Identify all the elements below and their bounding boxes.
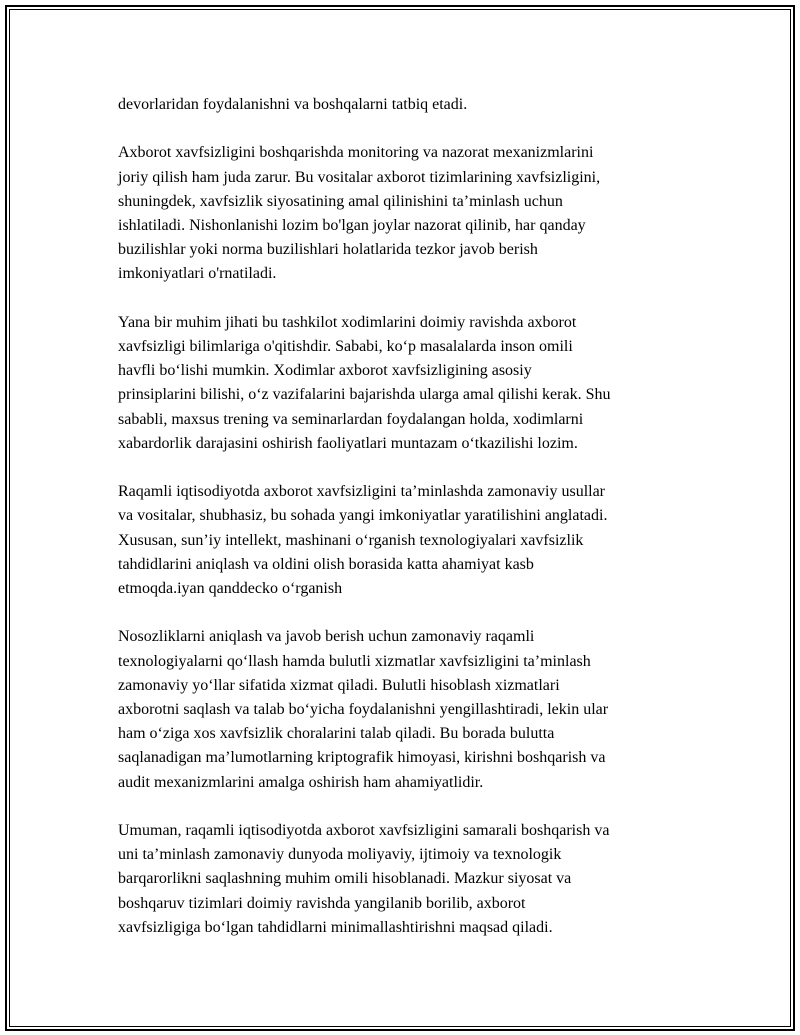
paragraph-line: Umuman, raqamli iqtisodiyotda axborot xavfsizligini samarali boshqarish va [118, 822, 610, 840]
paragraph-line: audit mexanizmlarini amalga oshirish ham ahamiyatlidir. [118, 773, 484, 791]
paragraph-line: ham oʻziga xos xavfsizlik choralarini talab qiladi. Bu borada bulutta [118, 725, 555, 743]
paragraph-line: saqlanadigan ma’lumotlarning kriptografik himoyasi, kirishni boshqarish va [118, 749, 606, 767]
paragraph-line: barqarorlikni saqlashning muhim omili hisoblanadi. Mazkur siyosat va [118, 870, 572, 888]
paragraph-line: tahdidlarini aniqlash va oldini olish borasida katta ahamiyat kasb [118, 555, 534, 573]
paragraph-line: Nosozliklarni aniqlash va javob berish uchun zamonaviy raqamli [118, 628, 535, 646]
paragraph-line: prinsiplarini bilishi, oʻz vazifalarini bajarishda ularga amal qilishi kerak. Shu [118, 386, 611, 404]
document-body [118, 93, 688, 940]
paragraph-gap [118, 456, 688, 480]
paragraph-line: xavfsizligiga boʻlgan tahdidlarni minimallashtirishni maqsad qiladi. [118, 918, 553, 936]
paragraph-line: xabardorlik darajasini oshirish faoliyatlari muntazam oʻtkazilishi lozim. [118, 434, 578, 452]
paragraph-line: Axborot xavfsizligini boshqarishda monitoring va nazorat mexanizmlarini [118, 144, 594, 162]
paragraph-line: Yana bir muhim jihati bu tashkilot xodimlarini doimiy ravishda axborot [118, 313, 577, 331]
paragraph-line: Xususan, sun’iy intellekt, mashinani oʻrganish texnologiyalari xavfsizlik [118, 531, 584, 549]
paragraph-line: shuningdek, xavfsizlik siyosatining amal qilinishini ta’minlash uchun [118, 192, 563, 210]
paragraph-line: havfli boʻlishi mumkin. Xodimlar axborot xavfsizligining asosiy [118, 362, 532, 380]
paragraph-line: boshqaruv tizimlari doimiy ravishda yangilanib borilib, axborot [118, 894, 526, 912]
paragraph-line: texnologiyalarni qoʻllash hamda bulutli xizmatlar xavfsizligini ta’minlash [118, 652, 591, 670]
paragraph-line: va vositalar, shubhasiz, bu sohada yangi imkoniyatlar yaratilishini anglatadi. [118, 507, 608, 525]
paragraph-gap [118, 287, 688, 311]
paragraph-4 [118, 480, 688, 601]
paragraph-1 [118, 93, 688, 117]
paragraph-line: ishlatiladi. Nishonlanishi lozim bo'lgan joylar nazorat qilinib, har qanday [118, 217, 586, 234]
paragraph-gap [118, 601, 688, 625]
paragraph-line: devorlaridan foydalanishni va boshqalarni tatbiq etadi. [118, 96, 468, 113]
paragraph-gap [118, 795, 688, 819]
paragraph-line: sababli, maxsus trening va seminarlardan foydalangan holda, xodimlarni [118, 410, 584, 428]
paragraph-line: etmoqda.iyan qanddecko oʻrganish [118, 580, 343, 598]
paragraph-line: buzilishlar yoki norma buzilishlari holatlarida tezkor javob berish [118, 241, 538, 259]
paragraph-3 [118, 311, 688, 456]
paragraph-line: joriy qilish ham juda zarur. Bu vositalar axborot tizimlarining xavfsizligini, [118, 168, 601, 186]
paragraph-line: imkoniyatlari o'rnatiladi. [118, 265, 277, 283]
paragraph-line: Raqamli iqtisodiyotda axborot xavfsizligini ta’minlashda zamonaviy usullar [118, 483, 606, 501]
paragraph-2 [118, 141, 688, 286]
paragraph-5 [118, 625, 688, 794]
paragraph-line: xavfsizligi bilimlariga o'qitishdir. Sababi, koʻp masalalarda inson omili [118, 338, 573, 355]
paragraph-gap [118, 117, 688, 141]
paragraph-line: uni ta’minlash zamonaviy dunyoda moliyaviy, ijtimoiy va texnologik [118, 846, 562, 864]
paragraph-6 [118, 819, 688, 940]
paragraph-line: zamonaviy yoʻllar sifatida xizmat qiladi. Bulutli hisoblash xizmatlari [118, 676, 560, 694]
paragraph-line: axborotni saqlash va talab boʻyicha foydalanishni yengillashtiradi, lekin ular [118, 701, 609, 719]
